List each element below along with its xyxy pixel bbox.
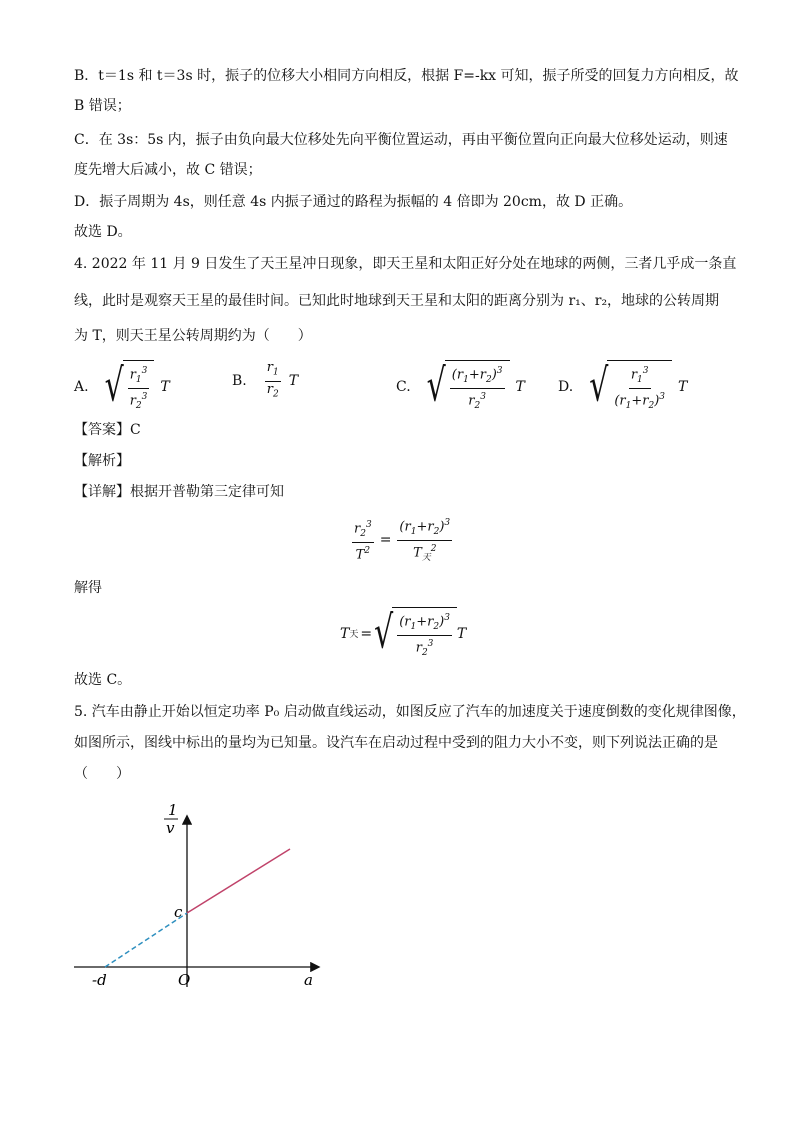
dashed-line (105, 913, 187, 967)
y-label-den: v (166, 819, 175, 837)
graph-figure (60, 795, 340, 995)
y-label-num: 1 (168, 801, 178, 819)
intercept-d: -d (92, 971, 107, 989)
option-c[interactable]: C. √ $\frac{(r_1+r_2)^3}{r_2^3}$ T (396, 359, 525, 413)
text-line: C．在 3s：5s 内，振子由负向最大位移处先向平衡位置运动，再由平衡位置向正向最大位移处运动，则速 (74, 132, 728, 148)
option-b[interactable]: B. $\frac{r_1}{r_2}$ T (232, 360, 298, 402)
question-5-line1: 5. 汽车由静止开始以恒定功率 P₀ 启动做直线运动，如图反应了汽车的加速度关于速度倒数的变化规律图像， (74, 704, 746, 720)
option-d[interactable]: D. √ $\frac{r_1^3}{(r_1+r_2)^3}$ T (558, 359, 688, 413)
x-label: a (304, 971, 313, 989)
option-b-formula: $\frac{r_1}{r_2}$ (266, 360, 279, 400)
text-line: 故选 D。 (74, 224, 132, 240)
text-line: B．t＝1s 和 t＝3s 时，振子的位移大小相同方向相反，根据 F=-kx 可知，振子所受的回复力方向相反，故 (74, 68, 739, 84)
option-d-label: D. (558, 378, 574, 395)
option-d-formula: √ $\frac{r_1^3}{(r_1+r_2)^3}$ (589, 360, 672, 414)
option-a-label: A. (74, 378, 89, 395)
option-c-formula: √ $\frac{(r_1+r_2)^3}{r_2^3}$ (427, 360, 510, 414)
kepler-equation: $\frac{r_2^3}{T^2}$ = $\frac{(r_1+r_2)^3}{T_天^2}$ (350, 515, 454, 566)
origin-label: O (178, 971, 191, 989)
question-4-line2: 线，此时是观察天王星的最佳时间。已知此时地球到天王星和太阳的距离分别为 r₁、r₂，地球的公转周期 (74, 293, 720, 309)
option-a[interactable]: A. √ $\frac{r_1^3}{r_2^3}$ T (74, 359, 170, 413)
question-5-line3: （ ） (74, 766, 130, 782)
intercept-c: c (174, 903, 183, 921)
text-line: D．振子周期为 4s，则任意 4s 内振子通过的路程为振幅的 4 倍即为 20cm，故 D 正确。 (74, 194, 633, 210)
choose-line: 故选 C。 (74, 672, 132, 688)
solid-line (187, 849, 290, 913)
question-5-line2: 如图所示，图线中标出的量均为已知量。设汽车在启动过程中受到的阻力大小不变，则下列说法正确的是 (74, 735, 718, 751)
question-4-line3: 为 T，则天王星公转周期约为（ ） (74, 328, 312, 344)
solve-line: 解得 (74, 580, 102, 596)
text-line: B 错误； (74, 98, 131, 114)
option-c-label: C. (396, 378, 411, 395)
option-a-formula: √ $\frac{r_1^3}{r_2^3}$ (105, 360, 155, 414)
detail-line: 【详解】根据开普勒第三定律可知 (74, 484, 284, 500)
question-4-line1: 4. 2022 年 11 月 9 日发生了天王星冲日现象，即天王星和太阳正好分处在地球的两侧，三者几乎成一条直 (74, 256, 737, 272)
analysis-heading: 【解析】 (74, 453, 130, 469)
answer-line: 【答案】C (74, 422, 141, 438)
option-b-label: B. (232, 373, 247, 390)
text-line: 度先增大后减小，故 C 错误； (74, 162, 262, 178)
result-equation: T 天 = √ $\frac{(r_1+r_2)^3}{r_2^3}$ T (340, 606, 467, 660)
